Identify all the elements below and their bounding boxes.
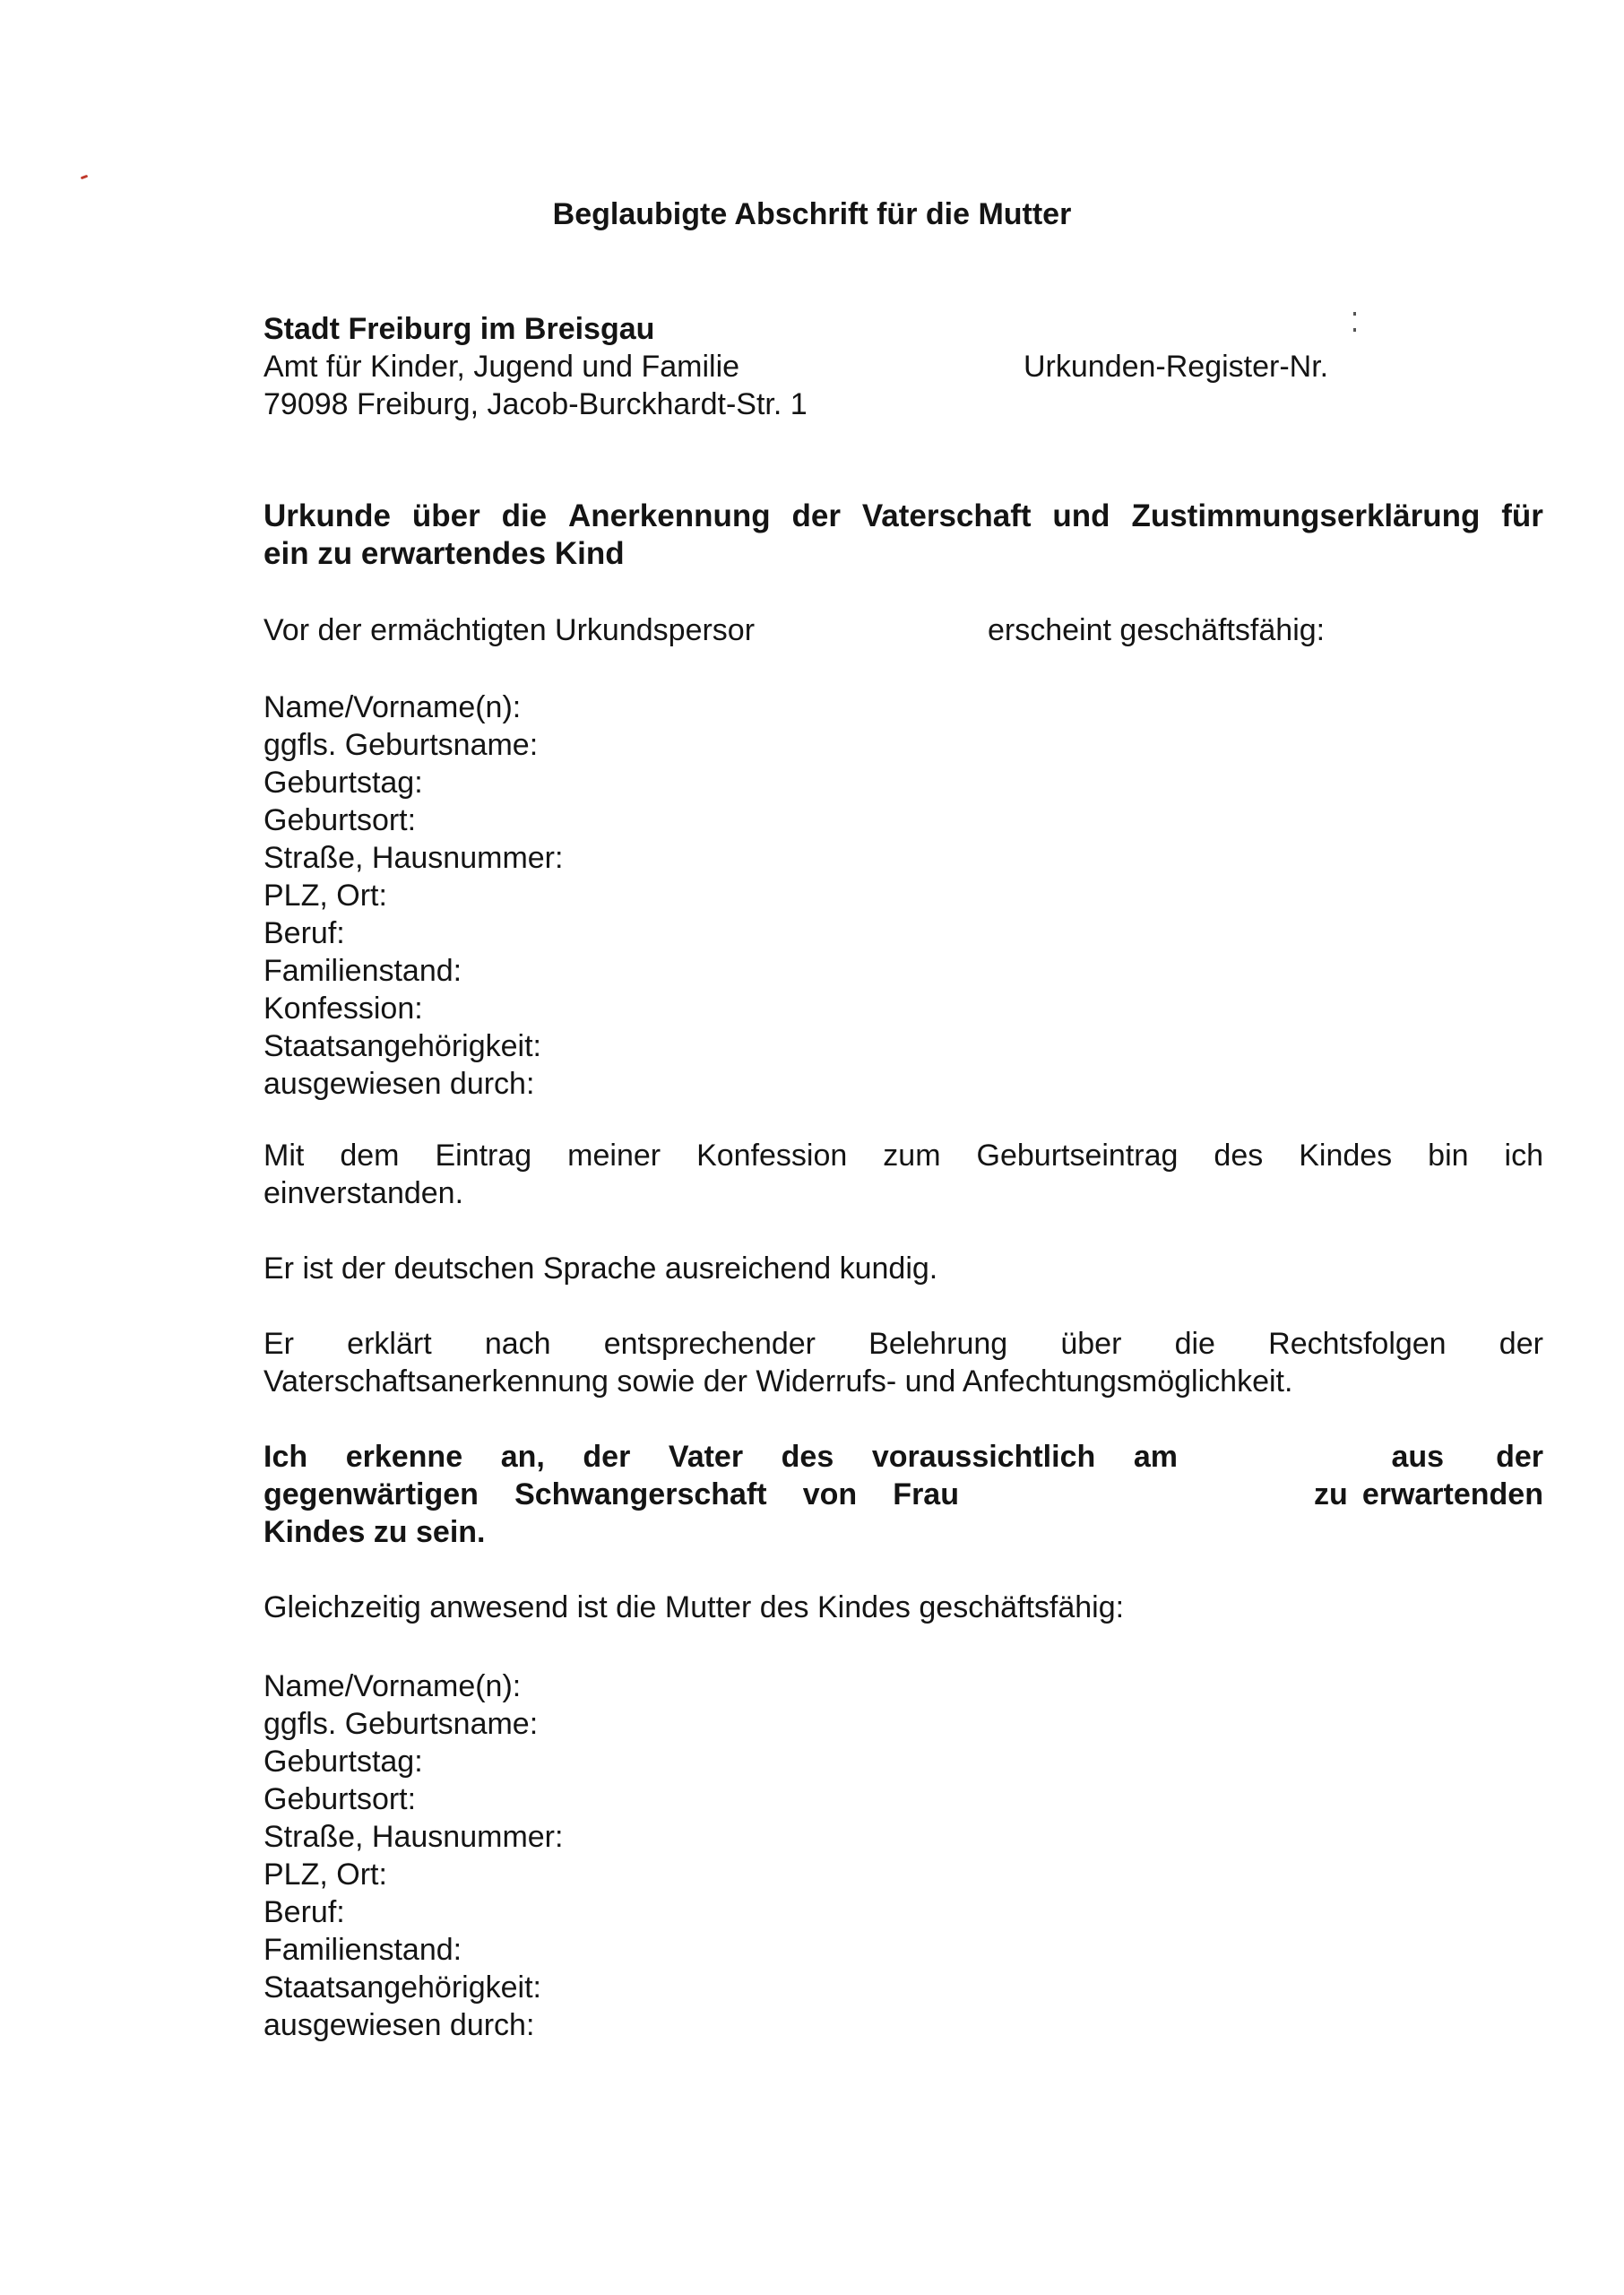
scan-dots (1353, 312, 1357, 337)
acknowledgement-line-left (263, 1438, 1178, 1476)
field-label: Straße, Hausnummer: (263, 841, 564, 875)
acknowledgement-line-right (1314, 1476, 1543, 1513)
paragraph-word: von (802, 1477, 858, 1511)
paragraph-word: über (1060, 1327, 1122, 1361)
heading-word: für (1501, 498, 1543, 533)
heading-word: Anerkennung (568, 498, 771, 533)
heading-word: Urkunde (263, 498, 391, 533)
acknowledgement-paragraph (263, 1438, 1543, 1551)
field-label: Staatsangehörigkeit: (263, 1029, 541, 1063)
document-heading (263, 498, 1543, 573)
paragraph-word: Schwangerschaft (514, 1477, 767, 1511)
field-label: Geburtstag: (263, 766, 423, 800)
paragraph-line: einverstanden. (263, 1176, 464, 1210)
paragraph-line (263, 1476, 1543, 1513)
register-number-label: Urkunden-Register-Nr. (1024, 350, 1329, 384)
paragraph-line (263, 1438, 1543, 1476)
paragraph-line (263, 1137, 1543, 1174)
paragraph-word: der (1499, 1327, 1543, 1361)
father-field-list (263, 688, 563, 1103)
heading-line-2: ein zu erwartendes Kind (263, 536, 625, 571)
paragraph-word: zu (1314, 1477, 1348, 1511)
heading-word: über (411, 498, 480, 533)
paragraph-word: an, (500, 1440, 545, 1474)
paragraph-word: erwartenden (1361, 1477, 1543, 1511)
intro-right: erscheint geschäftsfähig: (988, 613, 1326, 647)
paragraph-word: ich (1504, 1139, 1543, 1173)
organization-department: Amt für Kinder, Jugend und Familie (263, 350, 740, 384)
heading-word: Zustimmungserklärung (1131, 498, 1481, 533)
intro-left: Vor der ermächtigten Urkundspersor (263, 613, 756, 647)
heading-word: Vaterschaft (861, 498, 1032, 533)
paragraph-word: Belehrung (868, 1327, 1008, 1361)
confession-consent-paragraph (263, 1137, 1543, 1212)
field-label: ggfls. Geburtsname: (263, 1707, 539, 1741)
paragraph-word: Eintrag (435, 1139, 532, 1173)
heading-word: der (791, 498, 841, 533)
field-label: Konfession: (263, 992, 423, 1026)
acknowledgement-line-left (263, 1476, 959, 1513)
organization-address: 79098 Freiburg, Jacob-Burckhardt-Str. 1 (263, 387, 808, 421)
field-label: ausgewiesen durch: (263, 1067, 535, 1101)
paragraph-line: Kindes zu sein. (263, 1515, 486, 1549)
field-label: PLZ, Ort: (263, 879, 387, 913)
paragraph-word: Rechtsfolgen (1268, 1327, 1447, 1361)
field-label: Staatsangehörigkeit: (263, 1970, 541, 2005)
paragraph-word: zum (883, 1139, 941, 1173)
heading-word: die (501, 498, 548, 533)
field-label: ausgewiesen durch: (263, 2008, 535, 2042)
declaration-paragraph (263, 1325, 1543, 1400)
paragraph-word: Vater (668, 1440, 744, 1474)
field-label: Geburtsort: (263, 1782, 417, 1816)
paragraph-word: meiner (567, 1139, 661, 1173)
language-statement: Er ist der deutschen Sprache ausreichend kundig. (263, 1251, 938, 1286)
paragraph-word: gegenwärtigen (263, 1477, 479, 1511)
field-label: Geburtstag: (263, 1745, 423, 1779)
field-label: Familienstand: (263, 954, 462, 988)
heading-word: und (1052, 498, 1110, 533)
paragraph-word: Konfession (696, 1139, 848, 1173)
paragraph-word: Er (263, 1327, 294, 1361)
paragraph-word: der (583, 1440, 631, 1474)
field-label: Straße, Hausnummer: (263, 1820, 564, 1854)
paragraph-word: Geburtseintrag (976, 1139, 1179, 1173)
paragraph-word: Frau (893, 1477, 959, 1511)
paragraph-word: erkenne (345, 1440, 463, 1474)
paragraph-word: Ich (263, 1440, 308, 1474)
acknowledgement-line-right (1391, 1438, 1543, 1476)
paragraph-line (263, 1325, 1543, 1363)
mother-intro: Gleichzeitig anwesend ist die Mutter des Kindes geschäftsfähig: (263, 1590, 1125, 1624)
paragraph-word: Kindes (1299, 1139, 1393, 1173)
paragraph-word: aus (1391, 1440, 1445, 1474)
paragraph-word: des (781, 1440, 834, 1474)
paragraph-word: am (1133, 1440, 1178, 1474)
paragraph-word: voraussichtlich (871, 1440, 1096, 1474)
paragraph-word: die (1174, 1327, 1215, 1361)
field-label: Familienstand: (263, 1933, 462, 1967)
paragraph-word: erklärt (347, 1327, 432, 1361)
field-label: Name/Vorname(n): (263, 690, 522, 724)
paragraph-word: bin (1428, 1139, 1469, 1173)
field-label: Geburtsort: (263, 803, 417, 837)
paragraph-word: nach (484, 1327, 551, 1361)
paragraph-word: des (1214, 1139, 1264, 1173)
organization-block (263, 310, 808, 423)
paragraph-word: Mit (263, 1139, 305, 1173)
paragraph-word: dem (340, 1139, 400, 1173)
heading-line-1 (263, 498, 1543, 535)
paragraph-word: entsprechender (603, 1327, 816, 1361)
paragraph-line: Vaterschaftsanerkennung sowie der Widerrufs- und Anfechtungsmöglichkeit. (263, 1364, 1293, 1399)
scan-mark (81, 175, 89, 180)
organization-name: Stadt Freiburg im Breisgau (263, 312, 655, 346)
field-label: Beruf: (263, 1895, 345, 1929)
paragraph-word: der (1496, 1440, 1543, 1474)
field-label: ggfls. Geburtsname: (263, 728, 539, 762)
document-title: Beglaubigte Abschrift für die Mutter (552, 197, 1072, 231)
field-label: PLZ, Ort: (263, 1858, 387, 1892)
field-label: Beruf: (263, 916, 345, 950)
mother-field-list (263, 1667, 563, 2044)
field-label: Name/Vorname(n): (263, 1669, 522, 1703)
